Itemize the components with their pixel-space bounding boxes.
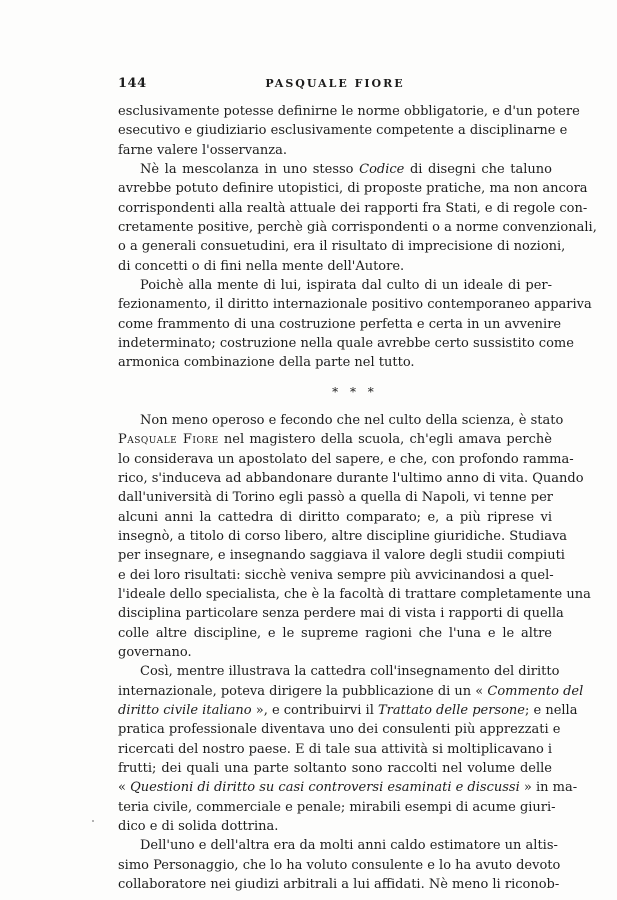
text-line: armonica combinazione della parte nel tutto. bbox=[118, 355, 415, 371]
text-line bbox=[118, 701, 578, 720]
text-run: Nè la mescolanza in uno stesso bbox=[140, 162, 354, 178]
text-line: colle altre discipline, e le supreme ragioni che l'una e le altre bbox=[118, 625, 552, 641]
text-line: o a generali consuetudini, era il risultato di imprecisione di nozioni, bbox=[118, 239, 566, 255]
text-line: farne valere l'osservanza. bbox=[118, 142, 287, 158]
paragraph-5 bbox=[118, 662, 584, 836]
paper-speck bbox=[92, 820, 94, 822]
text-line bbox=[118, 160, 552, 179]
text-line: alcuni anni la cattedra di diritto comparato; e, a più riprese vi bbox=[118, 509, 552, 525]
italic-run: diritto civile italiano bbox=[118, 702, 252, 718]
text-line: insegnò, a titolo di corso libero, altre discipline giuridiche. Studiava bbox=[118, 528, 568, 544]
text-line: Non meno operoso e fecondo che nel culto della scienza, è stato bbox=[140, 412, 564, 428]
text-line: governano. bbox=[118, 644, 192, 660]
text-run: internazionale, poteva dirigere la pubblicazione di un « bbox=[118, 683, 484, 699]
text-line: esecutivo e giudiziario esclusivamente competente a disciplinarne e bbox=[118, 123, 568, 139]
text-line: collaboratore nei giudizi arbitrali a lui affidati. Nè meno li riconob- bbox=[118, 877, 560, 893]
text-run: « bbox=[118, 780, 126, 796]
text-line: corrispondenti alla realtà attuale dei rapporti fra Stati, e di regole con- bbox=[118, 200, 588, 216]
text-line: e dei loro risultati: sicchè veniva sempre più avvicinandosi a quel- bbox=[118, 567, 554, 583]
text-line: Poichè alla mente di lui, ispirata dal culto di un ideale di per- bbox=[140, 278, 552, 294]
italic-run: Commento del bbox=[487, 683, 584, 699]
italic-run: Codice bbox=[359, 162, 405, 178]
text-line: rico, s'induceva ad abbandonare durante l'ultimo anno di vita. Quando bbox=[118, 470, 584, 486]
paragraph-1 bbox=[118, 102, 580, 160]
text-line: frutti; dei quali una parte soltanto sono raccolti nel volume delle bbox=[118, 761, 552, 776]
text-line: dico e di solida dottrina. bbox=[118, 819, 279, 835]
text-line bbox=[118, 430, 552, 449]
text-line bbox=[118, 682, 584, 701]
text-line: esclusivamente potesse definirne le norme obbligatorie, e d'un potere bbox=[118, 104, 580, 119]
text-run: di disegni che taluno bbox=[409, 162, 552, 178]
paragraph-3 bbox=[118, 276, 592, 373]
text-line: Così, mentre illustrava la cattedra coll'insegnamento del diritto bbox=[140, 664, 560, 680]
text-line: avrebbe potuto definire utopistici, di proposte pratiche, ma non ancora bbox=[118, 181, 588, 197]
text-line: pratica professionale diventava uno dei consulenti più apprezzati e bbox=[118, 722, 561, 738]
text-line: cretamente positive, perchè già corrispondenti o a norme convenzionali, bbox=[118, 220, 597, 236]
text-run: nel magistero della scuola, ch'egli amava perchè bbox=[223, 432, 552, 448]
text-line: disciplina particolare senza perdere mai di vista i rapporti di quella bbox=[118, 606, 564, 622]
text-line: lo considerava un apostolato del sapere, e che, con profondo ramma- bbox=[118, 451, 574, 467]
text-run: » in ma- bbox=[523, 780, 578, 796]
italic-run: Questioni di diritto su casi controversi esaminati e discussi bbox=[130, 780, 520, 796]
text-line: indeterminato; costruzione nella quale avrebbe certo sussistito come bbox=[118, 336, 574, 352]
text-line: di concetti o di fini nella mente dell'Autore. bbox=[118, 258, 405, 274]
section-separator: * * * bbox=[332, 384, 378, 399]
running-header bbox=[118, 76, 552, 94]
text-run: ; e nella bbox=[524, 702, 578, 718]
text-line: come frammento di una costruzione perfetta e certa in un avvenire bbox=[118, 316, 562, 332]
body-text bbox=[118, 102, 597, 894]
text-line: teria civile, commerciale e penale; mirabili esempi di acume giuri- bbox=[118, 799, 556, 815]
paragraph-4 bbox=[118, 411, 591, 662]
text-line: per insegnare, e insegnando saggiava il valore degli studii compiuti bbox=[118, 548, 565, 564]
text-line: ricercati del nostro paese. E di tale sua attività si moltiplicavano i bbox=[118, 741, 553, 757]
text-run: », e contribuirvi il bbox=[255, 702, 374, 718]
text-line: simo Personaggio, che lo ha voluto consulente e lo ha avuto devoto bbox=[118, 857, 561, 873]
text-line bbox=[118, 778, 578, 797]
paragraph-6 bbox=[118, 836, 561, 894]
paragraph-2 bbox=[118, 160, 597, 276]
running-title: PASQUALE FIORE bbox=[265, 77, 405, 90]
text-line: fezionamento, il diritto internazionale positivo contemporaneo appariva bbox=[118, 297, 592, 313]
italic-run: Trattato delle persone bbox=[378, 702, 525, 718]
text-line: l'ideale dello specialista, che è la facoltà di trattare completamente una bbox=[118, 586, 591, 602]
author-name: Pasquale Fiore bbox=[118, 432, 219, 448]
page-number: 144 bbox=[118, 76, 147, 91]
text-line: Dell'uno e dell'altra era da molti anni caldo estimatore un altis- bbox=[140, 838, 558, 854]
text-line: dall'università di Torino egli passò a quella di Napoli, vi tenne per bbox=[118, 490, 553, 506]
